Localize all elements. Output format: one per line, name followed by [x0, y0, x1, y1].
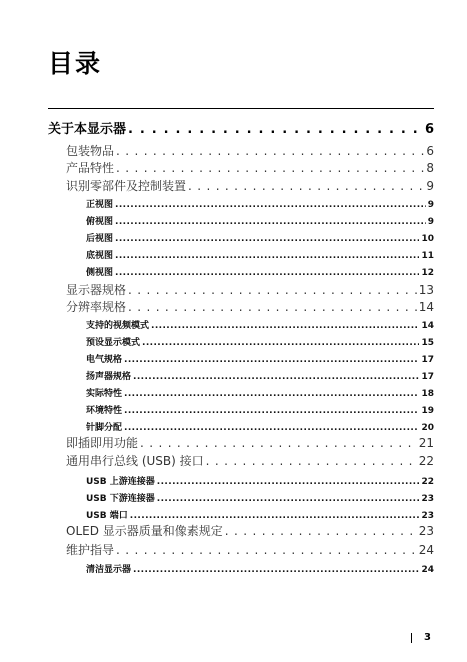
toc-dot-leader: [116, 144, 424, 158]
toc-entry-level-3[interactable]: [86, 474, 434, 487]
toc-entry-title: 支持的视频模式: [86, 321, 150, 331]
toc-entry-title: 产品特性: [66, 161, 115, 175]
toc-entry-title: 环境特性: [86, 406, 123, 416]
toc-entry-page: 18: [421, 389, 434, 399]
toc-entry-title: 维护指导: [66, 543, 115, 557]
toc-dot-leader: [206, 454, 417, 468]
toc-entry-page: 9: [427, 200, 434, 210]
page-title: 目录: [48, 49, 103, 78]
toc-dot-leader: [115, 268, 419, 278]
toc-entry-title: OLED 显示器质量和像素规定: [66, 524, 223, 538]
toc-entry-title: 包装物品: [66, 144, 115, 158]
toc-dot-leader: [188, 179, 424, 193]
toc-entry-page: 8: [426, 161, 434, 175]
toc-entry-page: 21: [418, 436, 434, 450]
toc-entry-level-3[interactable]: [86, 231, 434, 244]
toc-dot-leader: [225, 524, 417, 538]
toc-entry-title: USB 端口: [86, 511, 128, 521]
footer-page-number: 3: [424, 632, 431, 643]
toc-entry-title: 分辨率规格: [66, 300, 127, 314]
toc-entry-level-3[interactable]: [86, 369, 434, 382]
toc-entry-level-3[interactable]: [86, 403, 434, 416]
toc-entry-page: 9: [426, 179, 434, 193]
toc-entry-page: 11: [421, 251, 434, 261]
toc-entry-level-2[interactable]: [66, 452, 434, 469]
toc-dot-leader: [124, 423, 419, 433]
toc-entry-page: 22: [421, 477, 434, 487]
toc-entry-title: 关于本显示器: [48, 122, 127, 137]
toc-entry-title: 即插即用功能: [66, 436, 139, 450]
toc-dot-leader: [128, 283, 417, 297]
toc-entry-title: 识别零部件及控制装置: [66, 179, 187, 193]
toc-entry-level-2[interactable]: [66, 298, 434, 315]
toc-entry-level-3[interactable]: [86, 197, 434, 210]
toc-entry-level-2[interactable]: [66, 281, 434, 298]
toc-entry-page: 24: [418, 543, 434, 557]
toc-entry-page: 24: [421, 565, 434, 575]
toc-dot-leader: [124, 355, 419, 365]
toc-entry-title: 电气规格: [86, 355, 123, 365]
toc-entry-level-3[interactable]: [86, 248, 434, 261]
toc-entry-level-3[interactable]: [86, 491, 434, 504]
toc-entry-level-2[interactable]: [66, 434, 434, 451]
toc-entry-page: 6: [424, 122, 434, 137]
toc-entry-page: 17: [421, 355, 434, 365]
toc-dot-leader: [115, 200, 426, 210]
toc-entry-title: 清洁显示器: [86, 565, 132, 575]
toc-dot-leader: [157, 494, 420, 504]
toc-entry-title: USB 上游连接器: [86, 477, 155, 487]
toc-entry-page: 19: [421, 406, 434, 416]
toc-entry-title: 预设显示模式: [86, 338, 141, 348]
toc-entry-page: 20: [421, 423, 434, 433]
toc-dot-leader: [151, 321, 419, 331]
toc-entry-page: 23: [418, 524, 434, 538]
toc-dot-leader: [142, 338, 419, 348]
toc-entry-level-3[interactable]: [86, 318, 434, 331]
toc-entry-page: 6: [426, 144, 434, 158]
toc-dot-leader: [140, 436, 417, 450]
toc-dot-leader: [133, 372, 419, 382]
toc-dot-leader: [157, 477, 420, 487]
toc-dot-leader: [116, 543, 417, 557]
toc-entry-page: 15: [421, 338, 434, 348]
footer-divider: [411, 633, 412, 643]
toc-entry-page: 14: [421, 321, 434, 331]
toc-entry-page: 10: [421, 234, 434, 244]
toc-entry-title: 后视图: [86, 234, 114, 244]
toc-dot-leader: [128, 122, 423, 137]
toc-dot-leader: [133, 565, 419, 575]
toc-dot-leader: [124, 389, 419, 399]
toc-entry-title: 底视图: [86, 251, 114, 261]
toc-entry-page: 23: [421, 494, 434, 504]
toc-entry-level-3[interactable]: [86, 335, 434, 348]
toc-dot-leader: [115, 251, 419, 261]
toc-entry-title: 侧视图: [86, 268, 114, 278]
toc-entry-page: 13: [418, 283, 434, 297]
toc-entry-title: 显示器规格: [66, 283, 127, 297]
toc-entry-page: 23: [421, 511, 434, 521]
toc-entry-level-2[interactable]: [66, 159, 434, 176]
toc-dot-leader: [115, 234, 419, 244]
toc-dot-leader: [124, 406, 419, 416]
toc-entry-level-3[interactable]: [86, 386, 434, 399]
toc-entry-level-3[interactable]: [86, 214, 434, 227]
toc-entry-level-3[interactable]: [86, 420, 434, 433]
toc-entry-page: 14: [418, 300, 434, 314]
toc-entry-level-2[interactable]: [66, 177, 434, 194]
toc-entry-level-2[interactable]: [66, 541, 434, 558]
toc-entry-page: 17: [421, 372, 434, 382]
toc-entry-level-2[interactable]: [66, 142, 434, 159]
toc-entry-title: 通用串行总线 (USB) 接口: [66, 454, 204, 468]
toc-entry-level-1[interactable]: [48, 118, 434, 137]
toc-entry-level-3[interactable]: [86, 265, 434, 278]
toc-entry-level-2[interactable]: [66, 522, 434, 539]
toc-dot-leader: [115, 217, 426, 227]
toc-dot-leader: [128, 300, 417, 314]
toc-entry-title: USB 下游连接器: [86, 494, 155, 504]
title-divider: [48, 108, 434, 109]
toc-dot-leader: [130, 511, 420, 521]
toc-entry-level-3[interactable]: [86, 562, 434, 575]
toc-entry-page: 9: [427, 217, 434, 227]
toc-entry-page: 12: [421, 268, 434, 278]
toc-dot-leader: [116, 161, 424, 175]
toc-entry-page: 22: [418, 454, 434, 468]
toc-entry-title: 实际特性: [86, 389, 123, 399]
toc-entry-title: 针脚分配: [86, 423, 123, 433]
toc-entry-level-3[interactable]: [86, 352, 434, 365]
toc-entry-title: 正视图: [86, 200, 114, 210]
toc-entry-level-3[interactable]: [86, 508, 434, 521]
toc-entry-title: 俯视图: [86, 217, 114, 227]
toc-entry-title: 扬声器规格: [86, 372, 132, 382]
